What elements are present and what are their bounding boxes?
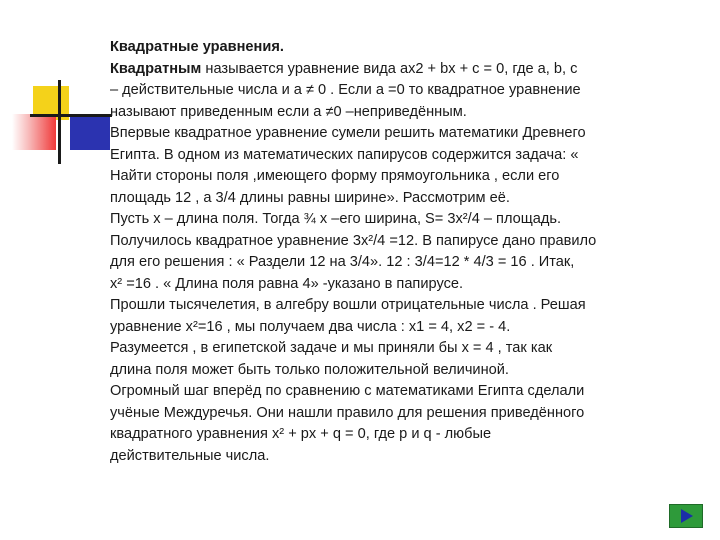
play-next-icon[interactable] <box>669 504 703 528</box>
text-line: x² =16 . « Длина поля равна 4» -указано в папирусе. <box>110 275 464 292</box>
text-line: действительные числа. <box>110 447 270 464</box>
slide-title: Квадратные уравнения. <box>110 39 284 55</box>
slide-text <box>110 37 718 467</box>
text-line: уравнение x²=16 , мы получаем два числа : x1 = 4, x2 = - 4. <box>110 318 511 335</box>
text-line: Найти стороны поля ,имеющего форму прямоугольника , если его <box>110 168 560 184</box>
definition-line <box>110 59 718 81</box>
text-line: Прошли тысячелетия, в алгебру вошли отрицательные числа . Решая <box>110 297 586 313</box>
text-line: учёные Междуречья. Они нашли правило для решения приведённого <box>110 404 585 421</box>
text-line: квадратного уравнения x² + px + q = 0, где p и q - любые <box>110 426 492 442</box>
text-line: – действительные числа и a ≠ 0 . Если a =0 то квадратное уравнение <box>110 82 581 98</box>
horizontal-line <box>30 114 112 117</box>
text-line: Египта. В одном из математических папирусов содержится задача: « <box>110 146 579 163</box>
text-line: длина поля может быть только положительной величиной. <box>110 361 509 378</box>
text-line: Впервые квадратное уравнение сумели решить математики Древнего <box>110 125 586 141</box>
corner-decoration <box>0 0 110 170</box>
blue-square <box>70 114 110 150</box>
red-gradient-square <box>12 114 56 150</box>
text-line: Огромный шаг вперёд по сравнению с математиками Египта сделали <box>110 383 585 399</box>
text-line: называют приведенным если a ≠0 –неприведённым. <box>110 103 467 120</box>
vertical-line <box>58 80 61 164</box>
text-line: Пусть x – длина поля. Тогда ¾ x –его ширина, S= 3x²/4 – площадь. <box>110 211 562 227</box>
text-line: площадь 12 , а 3/4 длины равны ширине». Рассмотрим её. <box>110 189 510 206</box>
text-line: для его решения : « Раздели 12 на 3/4». 12 : 3/4=12 * 4/3 = 16 . Итак, <box>110 254 575 270</box>
text-line: Разумеется , в египетской задаче и мы приняли бы x = 4 , так как <box>110 340 553 356</box>
text-line: Получилось квадратное уравнение 3x²/4 =12. В папирусе дано правило <box>110 232 597 249</box>
definition-rest: называется уравнение вида ax2 + bx + c = 0, где a, b, c <box>201 60 578 77</box>
definition-term: Квадратным <box>110 60 202 77</box>
